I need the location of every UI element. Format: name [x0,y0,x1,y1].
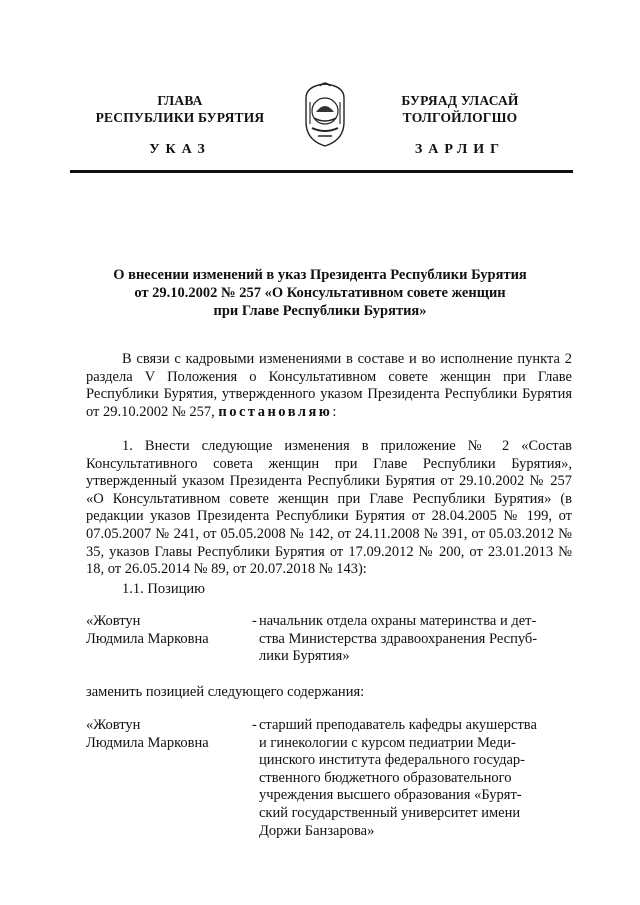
new-entry-desc-line: цинского института федерального государ- [259,752,526,769]
new-entry-description [259,717,572,840]
new-entry-desc-line: и гинекологии с курсом педиатрии Меди- [259,734,516,751]
decree-title [100,266,540,320]
header-right-line1: БУРЯАД УЛАСАЙ [401,93,519,108]
preamble-text: В связи с кадровыми изменениями в составе и во исполнение пункта 2 раздела V Положения о Консультативном совете женщин при Главе Республики Бурятия, утвержденного указом Президента Республики Бурятия от 29.10.2002 № 257, [86,351,572,420]
old-entry-name [86,613,246,648]
header-right [360,92,560,126]
new-entry-name-line2: Людмила Марковна [86,734,209,751]
header-divider [70,170,573,173]
old-entry-desc-line: ства Министерства здравоохранения Респуб- [259,630,538,647]
subpoint-1-1: 1.1. Позицию [122,581,205,597]
document-type-right: ЗАРЛИГ [414,142,506,157]
point-1-text: 1. Внести следующие изменения в приложение № 2 «Состав Консультативного совета женщин при Главе Республики Бурятия», утвержденный указом Президента Республики Бурятия от 29.10.2002 № 257 «О Консультативном совете женщин при Главе Республики Бурятия» (в редакции указов Президента Республики Бурятия от 28.04.2005 № 199, от 07.05.2007 № 241, от 05.05.2008 № 142, от 24.11.2008 № 391, от 05.03.2012 № 35, указов Главы Республики Бурятия от 17.09.2012 № 200, от 23.01.2013 № 18, от 26.05.2014 № 89, от 20.07.2018 № 143): [86,438,572,578]
header-left-line1: ГЛАВА [157,93,203,108]
point-1 [86,438,572,579]
title-line1: О внесении изменений в указ Президента Республики Бурятия [113,267,527,283]
new-entry-dash: - [252,717,257,733]
old-entry-desc-line: лики Бурятия» [259,648,350,665]
new-entry-desc-line: учреждения высшего образования «Бурят- [259,787,522,804]
new-entry-desc-line: старший преподаватель кафедры акушерства [259,717,537,733]
title-line3: при Главе Республики Бурятия» [213,303,427,319]
new-entry-name [86,717,246,752]
replace-instruction: заменить позицией следующего содержания: [86,684,365,700]
old-entry-description [259,613,572,666]
decree-word: постановляю [218,403,333,420]
preamble [86,351,572,421]
new-entry-name-line1: «Жовтун [86,717,141,733]
old-entry-name-line2: Людмила Марковна [86,630,209,647]
old-entry-desc-line: начальник отдела охраны материнства и дет- [259,613,537,629]
decree-colon: : [332,403,337,420]
new-entry-desc-line: Доржи Банзарова» [259,822,375,839]
title-line2: от 29.10.2002 № 257 «О Консультативном совете женщин [134,285,506,301]
header-left [80,92,280,126]
new-entry-desc-line: ский государственный университет имени [259,804,521,821]
document-type-left: УКАЗ [149,142,211,157]
coat-of-arms-icon [300,78,350,150]
new-entry-desc-line: ственного бюджетного образовательного [259,769,512,786]
old-entry-dash: - [252,613,257,629]
old-entry-name-line1: «Жовтун [86,613,141,629]
header-right-line2: ТОЛГОЙЛОГШО [402,110,518,125]
header-left-line2: РЕСПУБЛИКИ БУРЯТИЯ [95,110,265,125]
